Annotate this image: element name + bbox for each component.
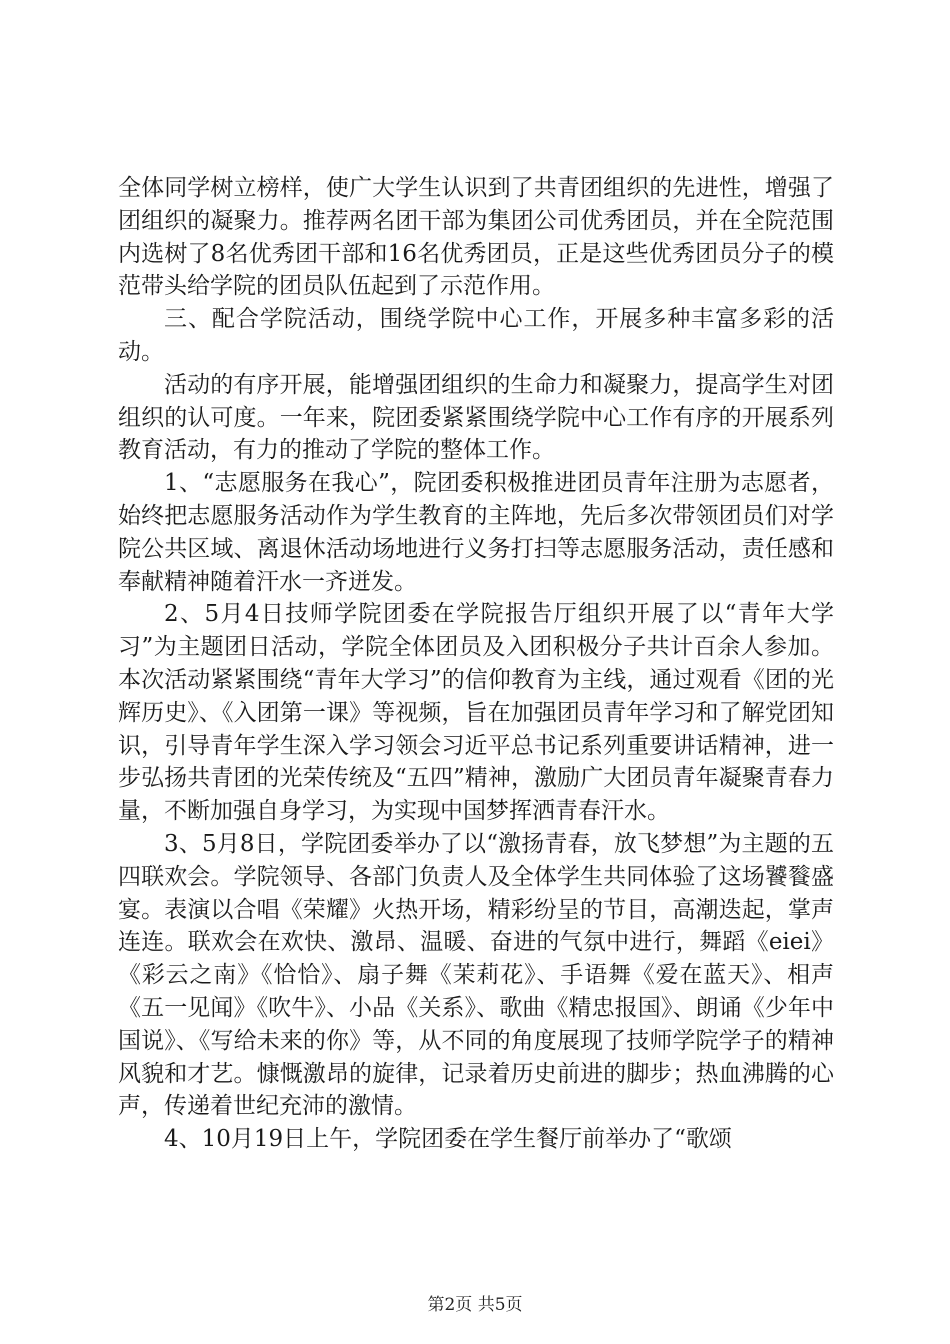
paragraph-item-4: 4、10月19日上午，学院团委在学生餐厅前举办了“歌颂 <box>164 1126 732 1153</box>
section-heading: 三、配合学院活动，围绕学院中心工作，开展多种丰富多彩的活动。 <box>118 306 834 365</box>
paragraph-item-1: 1、“志愿服务在我心”，院团委积极推进团员青年注册为志愿者，始终把志愿服务活动作为学生教育的主阵地，先后多次带领团员们对学院公共区域、离退休活动场地进行义务打扫等志愿服务活动，责任感和奉献精神随着汗水一齐迸发。 <box>118 470 834 595</box>
page-number: 第2页 共5页 <box>427 1295 523 1315</box>
paragraph-intro: 活动的有序开展，能增强团组织的生命力和凝聚力，提高学生对团组织的认可度。一年来，院团委紧紧围绕学院中心工作有序的开展系列教育活动，有力的推动了学院的整体工作。 <box>118 371 834 464</box>
paragraph-item-2: 2、5月4日技师学院团委在学院报告厅组织开展了以“青年大学习”为主题团日活动，学院全体团员及入团积极分子共计百余人参加。本次活动紧紧围绕“青年大学习”的信仰教育为主线，通过观看《团的光辉历史》、《入团第一课》等视频，旨在加强团员青年学习和了解党团知识，引导青年学生深入学习领会习近平总书记系列重要讲话精神，进一步弘扬共青团的光荣传统及“五四”精神，激励广大团员青年凝聚青春力量，不断加强自身学习，为实现中国梦挥洒青春汗水。 <box>118 601 834 825</box>
document-body <box>118 172 834 1156</box>
paragraph-continuation: 全体同学树立榜样，使广大学生认识到了共青团组织的先进性，增强了团组织的凝聚力。推荐两名团干部为集团公司优秀团员，并在全院范围内选树了8名优秀团干部和16名优秀团员，正是这些优秀团员分子的模范带头给学院的团员队伍起到了示范作用。 <box>118 175 834 300</box>
paragraph-item-3: 3、5月8日，学院团委举办了以“激扬青春，放飞梦想”为主题的五四联欢会。学院领导、各部门负责人及全体学生共同体验了这场饕餮盛宴。表演以合唱《荣耀》火热开场，精彩纷呈的节目，高潮迭起，掌声连连。联欢会在欢快、激昂、温暖、奋进的气氛中进行，舞蹈《eiei》《彩云之南》《恰恰》、扇子舞《茉莉花》、手语舞《爱在蓝天》、相声《五一见闻》《吹牛》、小品《关系》、歌曲《精忠报国》、朗诵《少年中国说》、《写给未来的你》等，从不同的角度展现了技师学院学子的精神风貌和才艺。慷慨激昂的旋律，记录着历史前进的脚步；热血沸腾的心声，传递着世纪充沛的激情。 <box>118 830 834 1120</box>
